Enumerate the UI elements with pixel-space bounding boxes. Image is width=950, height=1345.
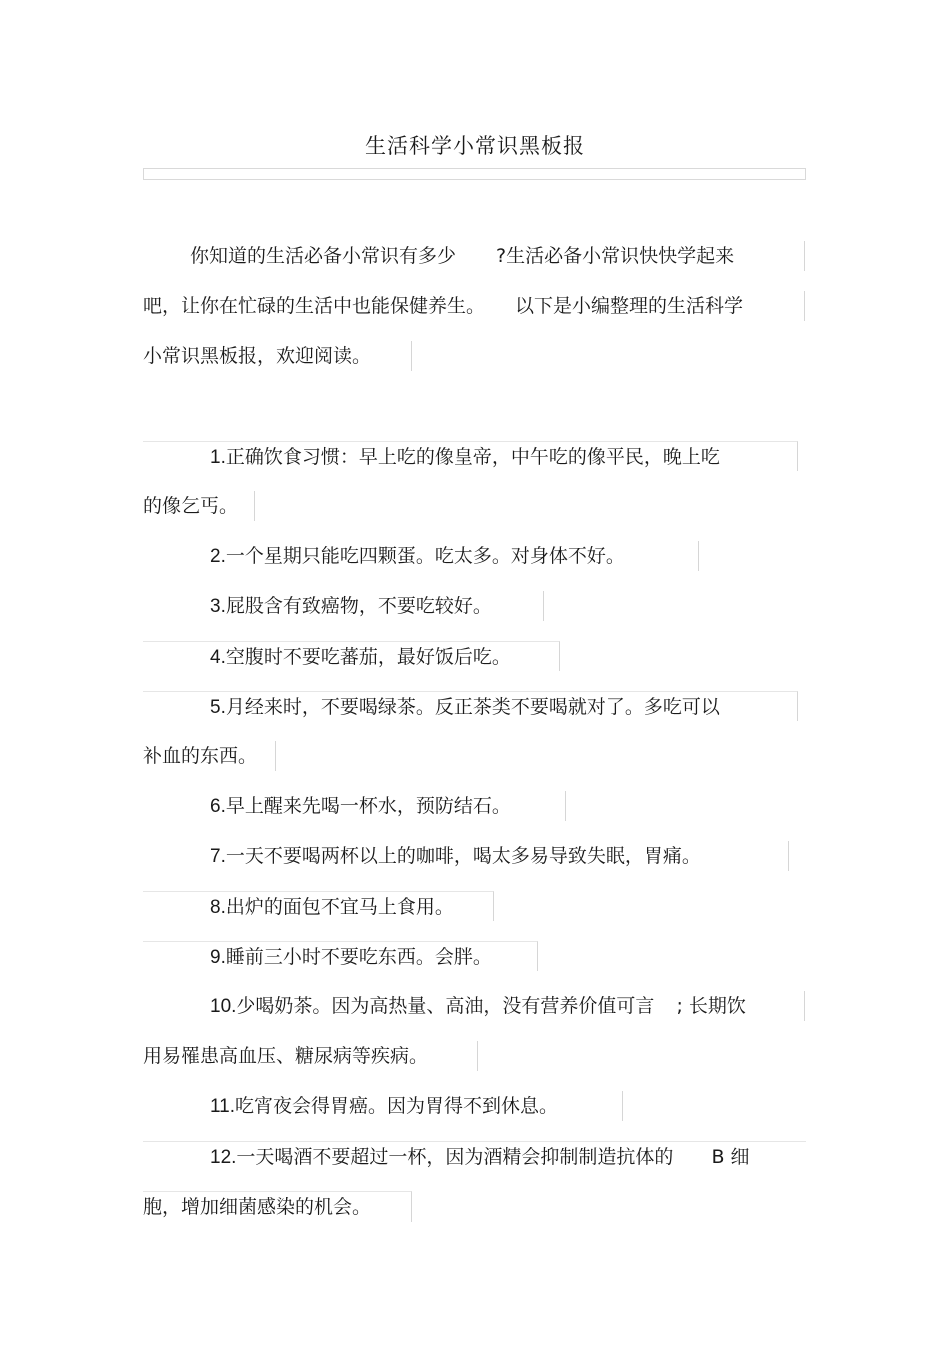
intro-line-1 <box>190 241 805 271</box>
list-item-4 <box>143 641 560 671</box>
list-item-3 <box>210 591 544 621</box>
list-item-1 <box>143 441 798 471</box>
item-text: 屁股含有致癌物，不要吃较好。 <box>225 595 492 617</box>
list-item-2 <box>210 541 699 571</box>
list-item-11 <box>210 1091 623 1121</box>
list-item-10-cont: 用易罹患高血压、糖尿病等疾病。 <box>143 1041 478 1071</box>
intro-line-2-a: 吧，让你在忙碌的生活中也能保健养生。 <box>143 295 486 317</box>
item-text: 空腹时不要吃蕃茄，最好饭后吃。 <box>225 646 511 668</box>
item-number: 10. <box>210 996 237 1017</box>
item-number: 1. <box>210 447 226 468</box>
item-text: 出炉的面包不宜马上食用。 <box>225 896 454 918</box>
item-number: 5. <box>210 697 226 718</box>
item-text: 一个星期只能吃四颗蛋。吃太多。对身体不好。 <box>225 545 625 567</box>
item-text: 正确饮食习惯：早上吃的像皇帝，中午吃的像平民，晚上吃 <box>225 446 720 468</box>
item-number: 11. <box>210 1096 236 1117</box>
item-number: 2. <box>210 546 226 567</box>
title-divider <box>143 168 806 180</box>
intro-line-1-b: ?生活必备小常识快快学起来 <box>496 245 735 267</box>
list-item-6 <box>210 791 566 821</box>
item-text: 一天不要喝两杯以上的咖啡，喝太多易导致失眠，胃痛。 <box>225 845 701 867</box>
item-text: 少喝奶茶。因为高热量、高油，没有营养价值可言 <box>236 995 655 1017</box>
item-number: 12. <box>210 1147 237 1168</box>
intro-line-2 <box>143 291 805 321</box>
list-item-12 <box>143 1141 806 1171</box>
item-text: 早上醒来先喝一杯水，预防结石。 <box>225 795 511 817</box>
item-text: 月经来时，不要喝绿茶。反正茶类不要喝就对了。多吃可以 <box>225 696 720 718</box>
intro-line-2-b: 以下是小编整理的生活科学 <box>515 295 744 317</box>
intro-line-1-a: 你知道的生活必备小常识有多少 <box>190 245 457 267</box>
item-text-b: B 细 <box>711 1146 750 1168</box>
page-title: 生活科学小常识黑板报 <box>365 134 585 158</box>
list-item-8 <box>143 891 494 921</box>
list-item-10 <box>210 991 805 1021</box>
list-item-1-cont: 的像乞丐。 <box>143 491 255 521</box>
item-number: 9. <box>210 947 226 968</box>
list-item-12-cont: 胞，增加细菌感染的机会。 <box>143 1191 412 1222</box>
intro-line-3: 小常识黑板报，欢迎阅读。 <box>143 341 412 371</box>
item-text: 吃宵夜会得胃癌。因为胃得不到休息。 <box>235 1095 559 1117</box>
item-number: 6. <box>210 796 226 817</box>
item-number: 7. <box>210 846 226 867</box>
item-number: 8. <box>210 897 226 918</box>
list-item-5-cont: 补血的东西。 <box>143 741 276 771</box>
list-item-7 <box>210 841 789 871</box>
item-text: 一天喝酒不要超过一杯，因为酒精会抑制制造抗体的 <box>236 1146 674 1168</box>
item-number: 3. <box>210 596 226 617</box>
item-number: 4. <box>210 647 226 668</box>
list-item-9 <box>143 941 538 971</box>
item-text: 睡前三小时不要吃东西。会胖。 <box>225 946 492 968</box>
item-text-b: ; 长期饮 <box>676 995 746 1017</box>
list-item-5 <box>143 691 798 721</box>
